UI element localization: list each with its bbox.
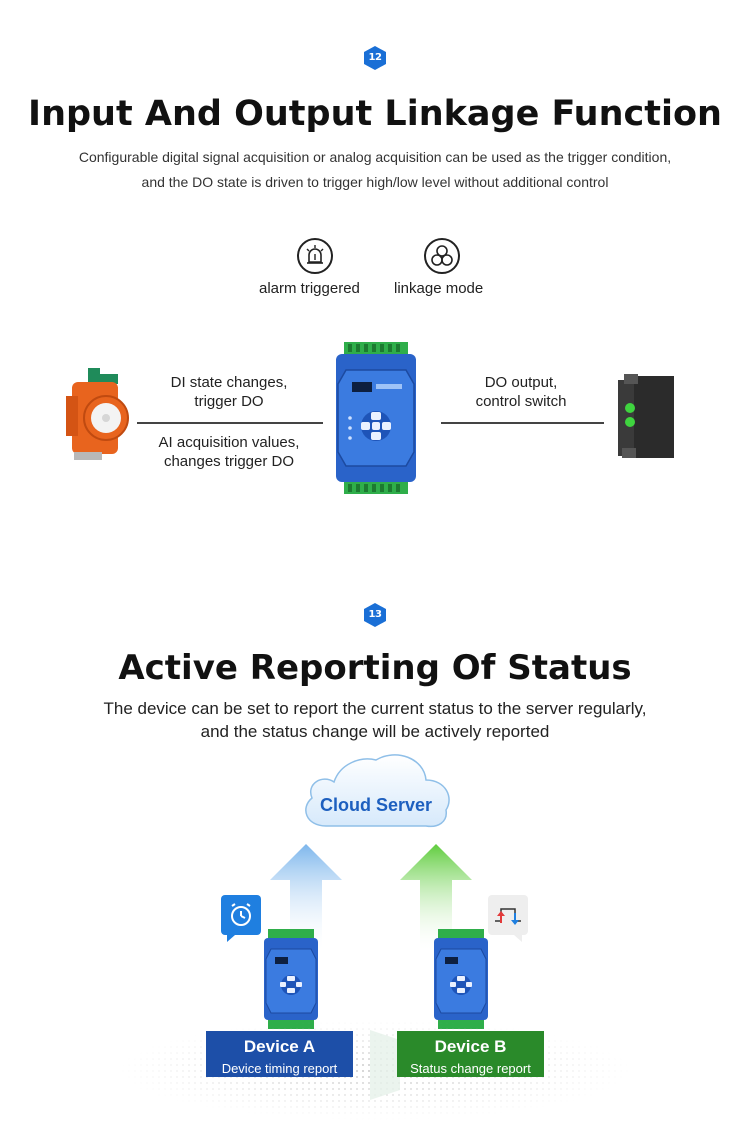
device-a-name: Device A	[243, 1037, 316, 1056]
timer-bubble	[221, 895, 261, 935]
section-subtitle-line-1: Configurable digital signal acquisition or analog acquisition can be used as the trigger condition,	[78, 149, 672, 165]
device-b-desc: Status change report	[410, 1061, 531, 1076]
device-a-image	[260, 927, 322, 1031]
mode-label-linkage: linkage mode	[394, 280, 484, 297]
linkage-cycle-icon	[424, 238, 460, 274]
device-a-desc: Device timing report	[221, 1061, 338, 1076]
section2-subtitle-line-2: and the status change will be actively reported	[200, 722, 550, 741]
left-top-caption-line-1: DI state changes,	[170, 374, 288, 391]
device-b-name: Device B	[434, 1037, 507, 1056]
dotted-platform	[120, 1020, 630, 1120]
badge-number: 13	[368, 609, 382, 620]
alarm-light-icon	[297, 238, 333, 274]
relay-switch-image	[614, 372, 680, 462]
clock-icon	[221, 895, 261, 943]
io-module-image	[330, 340, 422, 496]
right-connector-line	[441, 422, 604, 424]
left-top-caption-line-2: trigger DO	[194, 393, 264, 410]
section-subtitle-line-2: and the DO state is driven to trigger high/low level without additional control	[141, 174, 609, 190]
level-change-icon	[488, 895, 528, 943]
left-bottom-caption	[140, 433, 318, 471]
device-a-panel	[206, 1031, 353, 1077]
badge-number: 12	[368, 52, 382, 63]
cloud-icon	[296, 748, 456, 832]
mode-label-alarm: alarm triggered	[259, 280, 360, 297]
section2-subtitle-line-1: The device can be set to report the current status to the server regularly,	[103, 699, 647, 718]
cloud-server-label: Cloud Server	[319, 795, 433, 815]
right-caption-line-1: DO output,	[484, 374, 558, 391]
section-badge-13	[364, 603, 386, 627]
section-badge-12	[364, 46, 386, 70]
section-title-linkage: Input And Output Linkage Function	[28, 94, 722, 134]
section-title-reporting: Active Reporting Of Status	[118, 648, 632, 688]
device-b-image	[430, 927, 492, 1031]
circuit-breaker-image	[62, 366, 130, 464]
left-top-caption	[140, 373, 318, 411]
status-change-bubble	[488, 895, 528, 935]
right-caption	[445, 373, 597, 411]
left-bottom-caption-line-2: changes trigger DO	[163, 453, 295, 470]
device-b-panel	[397, 1031, 544, 1077]
left-connector-line	[137, 422, 323, 424]
left-bottom-caption-line-1: AI acquisition values,	[158, 434, 300, 451]
right-caption-line-2: control switch	[475, 393, 567, 410]
